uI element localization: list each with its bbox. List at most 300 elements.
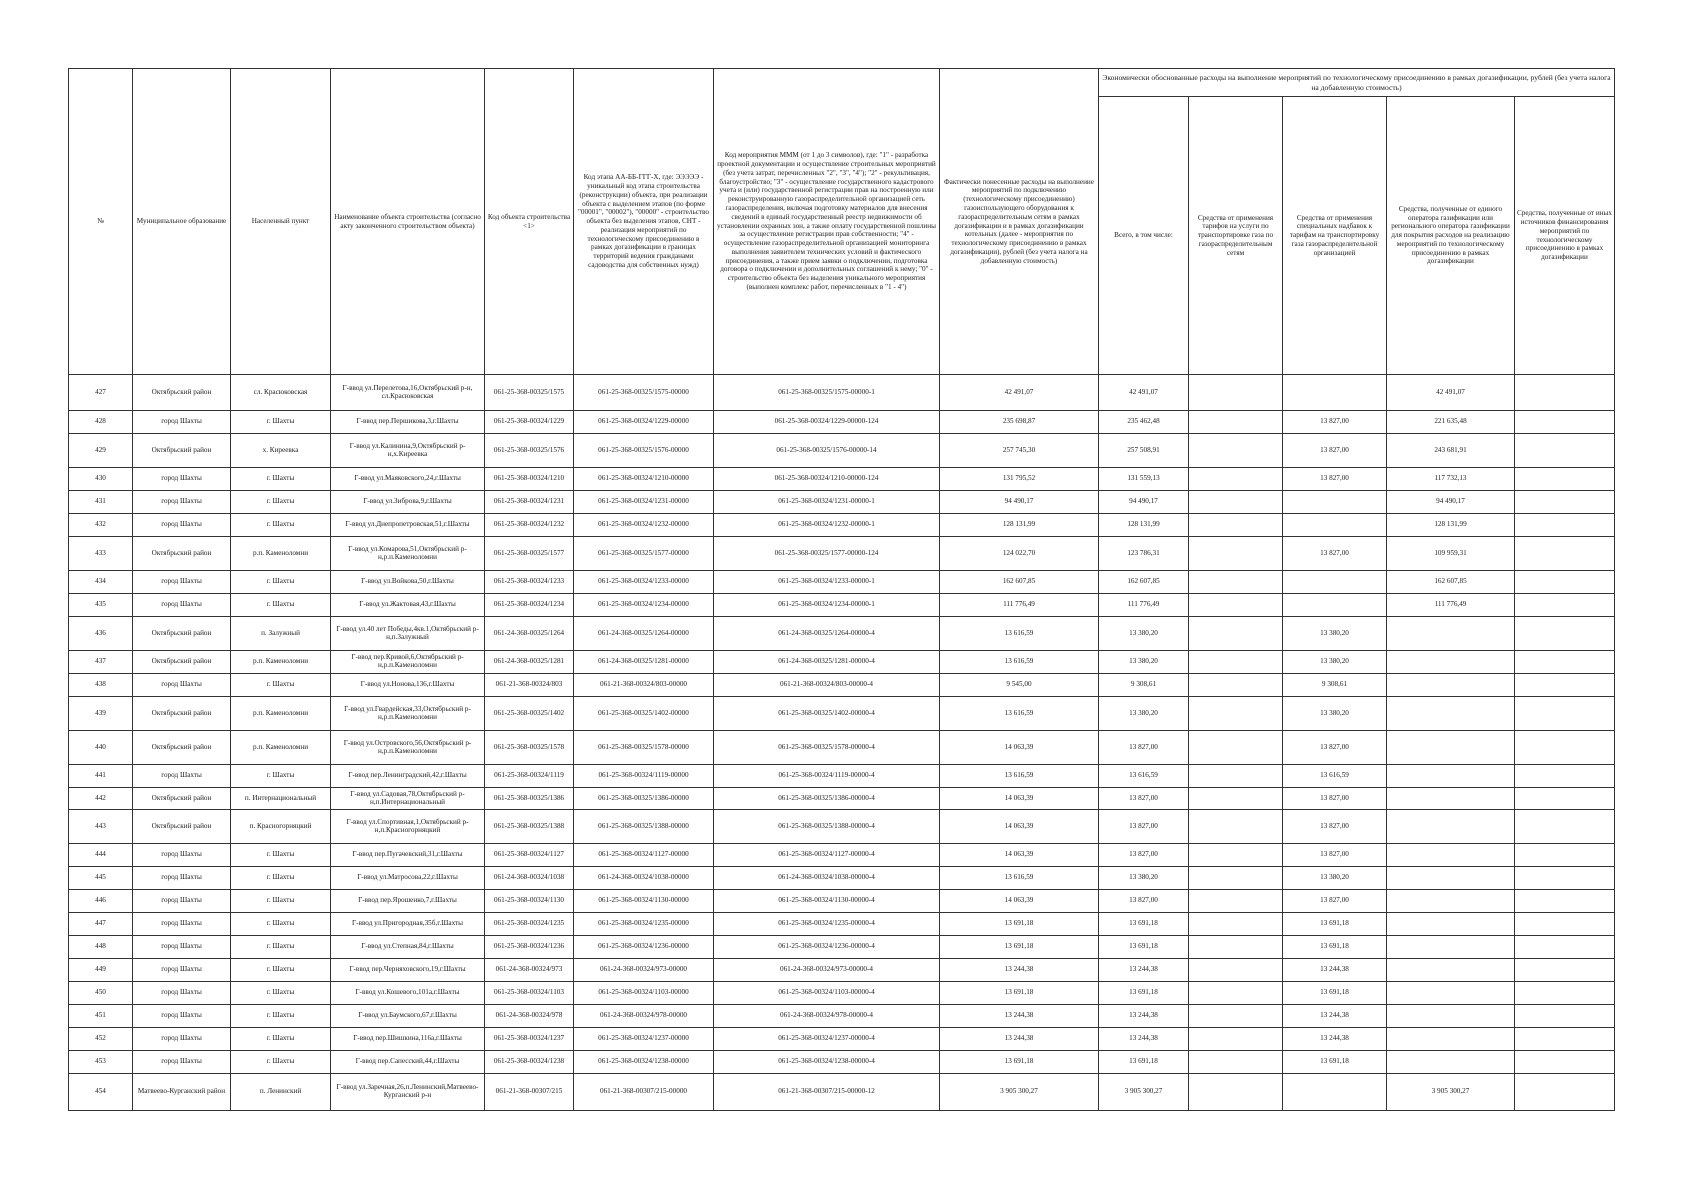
other-sources-cell <box>1515 491 1615 514</box>
row-number: 442 <box>69 788 133 810</box>
transport-tariffs-cell <box>1189 810 1283 844</box>
settlement-cell: р.п. Каменоломни <box>231 731 331 765</box>
settlement-cell: г. Шахты <box>231 514 331 537</box>
object-name-cell: Г-ввод пер.Шишкина,116а,г.Шахты <box>331 1028 485 1051</box>
measure-code-cell: 061-24-368-00325/1281-00000-4 <box>714 651 940 674</box>
operator-funds-cell: 3 905 300,27 <box>1387 1074 1515 1111</box>
object-code-cell: 061-24-368-00324/1038 <box>485 867 574 890</box>
measure-code-cell: 061-21-368-00324/803-00000-4 <box>714 674 940 697</box>
municipality-cell: город Шахты <box>133 491 231 514</box>
actual-costs-cell: 13 616,59 <box>940 617 1099 651</box>
stage-code-cell: 061-25-368-00324/1238-00000 <box>574 1051 714 1074</box>
table-row <box>69 1074 1615 1111</box>
operator-funds-cell: 243 681,91 <box>1387 434 1515 468</box>
row-number: 438 <box>69 674 133 697</box>
settlement-cell: г. Шахты <box>231 594 331 617</box>
measure-code-cell: 061-24-368-00324/978-00000-4 <box>714 1005 940 1028</box>
stage-code-cell: 061-25-368-00324/1236-00000 <box>574 936 714 959</box>
settlement-cell: г. Шахты <box>231 674 331 697</box>
object-code-cell: 061-24-368-00325/1264 <box>485 617 574 651</box>
actual-costs-cell: 13 244,38 <box>940 1005 1099 1028</box>
table-row <box>69 411 1615 434</box>
header-other-sources: Средства, полученные от иных источников финансирования мероприятий по технологическому присоединению в рамках догазификации <box>1515 97 1615 375</box>
stage-code-cell: 061-25-368-00324/1234-00000 <box>574 594 714 617</box>
municipality-cell: город Шахты <box>133 844 231 867</box>
object-code-cell: 061-25-368-00324/1235 <box>485 913 574 936</box>
object-code-cell: 061-25-368-00324/1231 <box>485 491 574 514</box>
object-code-cell: 061-25-368-00324/1229 <box>485 411 574 434</box>
table-row <box>69 468 1615 491</box>
transport-tariffs-cell <box>1189 1051 1283 1074</box>
operator-funds-cell: 94 490,17 <box>1387 491 1515 514</box>
municipality-cell: Октябрьский район <box>133 617 231 651</box>
row-number: 434 <box>69 571 133 594</box>
stage-code-cell: 061-24-368-00324/978-00000 <box>574 1005 714 1028</box>
settlement-cell: п. Залужный <box>231 617 331 651</box>
operator-funds-cell <box>1387 810 1515 844</box>
transport-tariffs-cell <box>1189 375 1283 411</box>
table-row <box>69 867 1615 890</box>
other-sources-cell <box>1515 810 1615 844</box>
measure-code-cell: 061-25-368-00324/1210-00000-124 <box>714 468 940 491</box>
special-surcharges-cell: 13 244,38 <box>1283 959 1387 982</box>
total-cell: 9 308,61 <box>1099 674 1189 697</box>
actual-costs-cell: 235 698,87 <box>940 411 1099 434</box>
measure-code-cell: 061-25-368-00325/1386-00000-4 <box>714 788 940 810</box>
row-number: 441 <box>69 765 133 788</box>
municipality-cell: город Шахты <box>133 1028 231 1051</box>
stage-code-cell: 061-25-368-00324/1119-00000 <box>574 765 714 788</box>
row-number: 427 <box>69 375 133 411</box>
stage-code-cell: 061-25-368-00324/1210-00000 <box>574 468 714 491</box>
actual-costs-cell: 14 063,39 <box>940 810 1099 844</box>
actual-costs-cell: 13 691,18 <box>940 913 1099 936</box>
object-name-cell: Г-ввод ул.Калинина,9,Октябрьский р-н,х.Киреевка <box>331 434 485 468</box>
total-cell: 128 131,99 <box>1099 514 1189 537</box>
row-number: 444 <box>69 844 133 867</box>
municipality-cell: город Шахты <box>133 594 231 617</box>
special-surcharges-cell: 13 827,00 <box>1283 537 1387 571</box>
measure-code-cell: 061-25-368-00325/1388-00000-4 <box>714 810 940 844</box>
municipality-cell: город Шахты <box>133 1051 231 1074</box>
special-surcharges-cell: 13 616,59 <box>1283 765 1387 788</box>
measure-code-cell: 061-25-368-00324/1236-00000-4 <box>714 936 940 959</box>
object-code-cell: 061-25-368-00324/1232 <box>485 514 574 537</box>
row-number: 437 <box>69 651 133 674</box>
object-code-cell: 061-25-368-00325/1402 <box>485 697 574 731</box>
object-code-cell: 061-25-368-00324/1233 <box>485 571 574 594</box>
special-surcharges-cell: 13 380,20 <box>1283 651 1387 674</box>
operator-funds-cell <box>1387 651 1515 674</box>
stage-code-cell: 061-25-368-00325/1386-00000 <box>574 788 714 810</box>
row-number: 449 <box>69 959 133 982</box>
table-row <box>69 375 1615 411</box>
operator-funds-cell <box>1387 890 1515 913</box>
other-sources-cell <box>1515 674 1615 697</box>
table-row <box>69 1005 1615 1028</box>
other-sources-cell <box>1515 959 1615 982</box>
measure-code-cell: 061-24-368-00324/973-00000-4 <box>714 959 940 982</box>
row-number: 453 <box>69 1051 133 1074</box>
row-number: 448 <box>69 936 133 959</box>
other-sources-cell <box>1515 1051 1615 1074</box>
report-table <box>68 68 1615 1111</box>
header-no: № <box>69 69 133 375</box>
stage-code-cell: 061-25-368-00325/1576-00000 <box>574 434 714 468</box>
actual-costs-cell: 111 776,49 <box>940 594 1099 617</box>
actual-costs-cell: 14 063,39 <box>940 731 1099 765</box>
municipality-cell: город Шахты <box>133 411 231 434</box>
municipality-cell: город Шахты <box>133 959 231 982</box>
special-surcharges-cell: 13 380,20 <box>1283 867 1387 890</box>
object-name-cell: Г-ввод ул.Зиброва,9,г.Шахты <box>331 491 485 514</box>
actual-costs-cell: 13 691,18 <box>940 982 1099 1005</box>
measure-code-cell: 061-25-368-00324/1103-00000-4 <box>714 982 940 1005</box>
header-stage-code: Код этапа АА-ББ-ГГГ-Х, где: ЭЭЭЭЭ - уникальный код этапа строительства (реконструкции) объекта, при реализации объекта с выделением этапов (по форме "00001", "00002"), "00000" - строительство объекта без выделения этапов, СНТ - реализация мероприятий по технологическому присоединению в рамках догазификации в границах территорий ведения гражданами садоводства для собственных нужд) <box>574 69 714 375</box>
object-code-cell: 061-25-368-00325/1388 <box>485 810 574 844</box>
row-number: 450 <box>69 982 133 1005</box>
other-sources-cell <box>1515 468 1615 491</box>
measure-code-cell: 061-25-368-00324/1127-00000-4 <box>714 844 940 867</box>
transport-tariffs-cell <box>1189 959 1283 982</box>
object-name-cell: Г-ввод пер.Першикова,3,г.Шахты <box>331 411 485 434</box>
special-surcharges-cell: 13 380,20 <box>1283 617 1387 651</box>
object-name-cell: Г-ввод пер.Кривой,6,Октябрьский р-н,р.п.Каменоломни <box>331 651 485 674</box>
stage-code-cell: 061-21-368-00307/215-00000 <box>574 1074 714 1111</box>
table-row <box>69 571 1615 594</box>
total-cell: 13 380,20 <box>1099 867 1189 890</box>
row-number: 432 <box>69 514 133 537</box>
operator-funds-cell <box>1387 959 1515 982</box>
object-name-cell: Г-ввод ул.Баумского,67,г.Шахты <box>331 1005 485 1028</box>
other-sources-cell <box>1515 731 1615 765</box>
actual-costs-cell: 13 616,59 <box>940 867 1099 890</box>
measure-code-cell: 061-25-368-00324/1238-00000-4 <box>714 1051 940 1074</box>
transport-tariffs-cell <box>1189 936 1283 959</box>
object-code-cell: 061-21-368-00324/803 <box>485 674 574 697</box>
measure-code-cell: 061-25-368-00324/1235-00000-4 <box>714 913 940 936</box>
total-cell: 235 462,48 <box>1099 411 1189 434</box>
municipality-cell: Октябрьский район <box>133 697 231 731</box>
table-row <box>69 537 1615 571</box>
total-cell: 257 508,91 <box>1099 434 1189 468</box>
row-number: 428 <box>69 411 133 434</box>
header-group-title: Экономически обоснованные расходы на выполнение мероприятий по технологическому присоединению в рамках догазификации, рублей (без учета налога на добавленную стоимость) <box>1099 69 1615 97</box>
total-cell: 42 491,07 <box>1099 375 1189 411</box>
transport-tariffs-cell <box>1189 651 1283 674</box>
object-name-cell: Г-ввод ул.Заречная,26,п.Ленинский,Матвеево-Курганский р-н <box>331 1074 485 1111</box>
measure-code-cell: 061-25-368-00324/1119-00000-4 <box>714 765 940 788</box>
actual-costs-cell: 3 905 300,27 <box>940 1074 1099 1111</box>
table-row <box>69 936 1615 959</box>
transport-tariffs-cell <box>1189 1028 1283 1051</box>
actual-costs-cell: 162 607,85 <box>940 571 1099 594</box>
object-code-cell: 061-25-368-00324/1119 <box>485 765 574 788</box>
header-operator-funds: Средства, полученные от единого оператора газификации или регионального оператора газификации для покрытия расходов на реализацию мероприятий по технологическому присоединению в рамках догазификации <box>1387 97 1515 375</box>
object-name-cell: Г-ввод ул.Кошевого,101а,г.Шахты <box>331 982 485 1005</box>
special-surcharges-cell <box>1283 571 1387 594</box>
measure-code-cell: 061-25-368-00324/1234-00000-1 <box>714 594 940 617</box>
settlement-cell: п. Красногорняцкий <box>231 810 331 844</box>
other-sources-cell <box>1515 844 1615 867</box>
settlement-cell: г. Шахты <box>231 468 331 491</box>
municipality-cell: город Шахты <box>133 468 231 491</box>
other-sources-cell <box>1515 1028 1615 1051</box>
actual-costs-cell: 13 616,59 <box>940 697 1099 731</box>
row-number: 451 <box>69 1005 133 1028</box>
measure-code-cell: 061-25-368-00324/1229-00000-124 <box>714 411 940 434</box>
object-name-cell: Г-ввод ул.Матросова,22,г.Шахты <box>331 867 485 890</box>
other-sources-cell <box>1515 1074 1615 1111</box>
table-row <box>69 594 1615 617</box>
special-surcharges-cell: 13 244,38 <box>1283 1028 1387 1051</box>
other-sources-cell <box>1515 514 1615 537</box>
row-number: 433 <box>69 537 133 571</box>
object-name-cell: Г-ввод пер.Сапесский,44,г.Шахты <box>331 1051 485 1074</box>
object-code-cell: 061-24-368-00324/978 <box>485 1005 574 1028</box>
object-name-cell: Г-ввод ул.Гвардейская,33,Октябрьский р-н,р.п.Каменоломни <box>331 697 485 731</box>
stage-code-cell: 061-25-368-00325/1578-00000 <box>574 731 714 765</box>
row-number: 443 <box>69 810 133 844</box>
stage-code-cell: 061-25-368-00325/1388-00000 <box>574 810 714 844</box>
special-surcharges-cell: 13 827,00 <box>1283 411 1387 434</box>
settlement-cell: г. Шахты <box>231 765 331 788</box>
operator-funds-cell <box>1387 982 1515 1005</box>
settlement-cell: г. Шахты <box>231 844 331 867</box>
header-actual-costs: Фактически понесенные расходы на выполнение мероприятий по подключению (технологическому присоединению) газоиспользующего оборудования к газораспределительным сетям в рамках догазификации и в рамках догазификации котельных (далее - мероприятия по технологическому присоединению в рамках догазификации), рублей (без учета налога на добавленную стоимость) <box>940 69 1099 375</box>
total-cell: 13 380,20 <box>1099 651 1189 674</box>
table-row <box>69 434 1615 468</box>
object-name-cell: Г-ввод ул.40 лет Победы,4кв.1,Октябрьский р-н,п.Залужный <box>331 617 485 651</box>
object-name-cell: Г-ввод ул.Островского,56,Октябрьский р-н,р.п.Каменоломни <box>331 731 485 765</box>
transport-tariffs-cell <box>1189 468 1283 491</box>
stage-code-cell: 061-25-368-00324/1229-00000 <box>574 411 714 434</box>
municipality-cell: город Шахты <box>133 571 231 594</box>
total-cell: 13 827,00 <box>1099 844 1189 867</box>
settlement-cell: р.п. Каменоломни <box>231 537 331 571</box>
header-total: Всего, в том числе: <box>1099 97 1189 375</box>
actual-costs-cell: 13 244,38 <box>940 959 1099 982</box>
special-surcharges-cell <box>1283 514 1387 537</box>
stage-code-cell: 061-24-368-00324/973-00000 <box>574 959 714 982</box>
special-surcharges-cell: 13 244,38 <box>1283 1005 1387 1028</box>
special-surcharges-cell: 13 691,18 <box>1283 936 1387 959</box>
table-row <box>69 810 1615 844</box>
transport-tariffs-cell <box>1189 982 1283 1005</box>
municipality-cell: город Шахты <box>133 674 231 697</box>
special-surcharges-cell <box>1283 375 1387 411</box>
transport-tariffs-cell <box>1189 788 1283 810</box>
transport-tariffs-cell <box>1189 491 1283 514</box>
table-row <box>69 959 1615 982</box>
table-row <box>69 1051 1615 1074</box>
operator-funds-cell <box>1387 913 1515 936</box>
operator-funds-cell: 128 131,99 <box>1387 514 1515 537</box>
object-code-cell: 061-25-368-00325/1577 <box>485 537 574 571</box>
row-number: 435 <box>69 594 133 617</box>
municipality-cell: Октябрьский район <box>133 651 231 674</box>
operator-funds-cell <box>1387 617 1515 651</box>
municipality-cell: город Шахты <box>133 1005 231 1028</box>
settlement-cell: р.п. Каменоломни <box>231 651 331 674</box>
actual-costs-cell: 13 691,18 <box>940 936 1099 959</box>
object-name-cell: Г-ввод ул.Днепропетровская,51,г.Шахты <box>331 514 485 537</box>
table-body <box>69 375 1615 1111</box>
operator-funds-cell <box>1387 697 1515 731</box>
object-code-cell: 061-24-368-00325/1281 <box>485 651 574 674</box>
stage-code-cell: 061-25-368-00324/1231-00000 <box>574 491 714 514</box>
stage-code-cell: 061-25-368-00324/1232-00000 <box>574 514 714 537</box>
total-cell: 13 244,38 <box>1099 1028 1189 1051</box>
settlement-cell: г. Шахты <box>231 936 331 959</box>
operator-funds-cell <box>1387 731 1515 765</box>
special-surcharges-cell: 13 691,18 <box>1283 913 1387 936</box>
transport-tariffs-cell <box>1189 913 1283 936</box>
special-surcharges-cell: 13 827,00 <box>1283 788 1387 810</box>
object-code-cell: 061-25-368-00325/1578 <box>485 731 574 765</box>
actual-costs-cell: 124 022,70 <box>940 537 1099 571</box>
other-sources-cell <box>1515 651 1615 674</box>
other-sources-cell <box>1515 375 1615 411</box>
municipality-cell: Матвеево-Курганский район <box>133 1074 231 1111</box>
stage-code-cell: 061-24-368-00325/1281-00000 <box>574 651 714 674</box>
transport-tariffs-cell <box>1189 697 1283 731</box>
transport-tariffs-cell <box>1189 434 1283 468</box>
object-code-cell: 061-25-368-00325/1576 <box>485 434 574 468</box>
stage-code-cell: 061-25-368-00325/1402-00000 <box>574 697 714 731</box>
total-cell: 13 380,20 <box>1099 617 1189 651</box>
settlement-cell: г. Шахты <box>231 571 331 594</box>
stage-code-cell: 061-25-368-00324/1237-00000 <box>574 1028 714 1051</box>
other-sources-cell <box>1515 434 1615 468</box>
object-code-cell: 061-25-368-00325/1386 <box>485 788 574 810</box>
stage-code-cell: 061-21-368-00324/803-00000 <box>574 674 714 697</box>
transport-tariffs-cell <box>1189 411 1283 434</box>
municipality-cell: город Шахты <box>133 936 231 959</box>
municipality-cell: Октябрьский район <box>133 788 231 810</box>
operator-funds-cell <box>1387 788 1515 810</box>
transport-tariffs-cell <box>1189 571 1283 594</box>
actual-costs-cell: 13 616,59 <box>940 765 1099 788</box>
operator-funds-cell: 162 607,85 <box>1387 571 1515 594</box>
object-name-cell: Г-ввод ул.Комарова,51,Октябрьский р-н,р.п.Каменоломни <box>331 537 485 571</box>
table-row <box>69 697 1615 731</box>
measure-code-cell: 061-25-368-00324/1237-00000-4 <box>714 1028 940 1051</box>
operator-funds-cell <box>1387 867 1515 890</box>
total-cell: 3 905 300,27 <box>1099 1074 1189 1111</box>
object-code-cell: 061-25-368-00324/1236 <box>485 936 574 959</box>
actual-costs-cell: 94 490,17 <box>940 491 1099 514</box>
header-object-name: Наименование объекта строительства (согласно акту законченного строительством объекта) <box>331 69 485 375</box>
settlement-cell: г. Шахты <box>231 913 331 936</box>
municipality-cell: Октябрьский район <box>133 434 231 468</box>
object-code-cell: 061-25-368-00324/1210 <box>485 468 574 491</box>
other-sources-cell <box>1515 697 1615 731</box>
table-row <box>69 651 1615 674</box>
special-surcharges-cell: 13 691,18 <box>1283 982 1387 1005</box>
total-cell: 13 380,20 <box>1099 697 1189 731</box>
table-row <box>69 788 1615 810</box>
other-sources-cell <box>1515 594 1615 617</box>
measure-code-cell: 061-24-368-00325/1264-00000-4 <box>714 617 940 651</box>
total-cell: 131 559,13 <box>1099 468 1189 491</box>
total-cell: 111 776,49 <box>1099 594 1189 617</box>
stage-code-cell: 061-25-368-00324/1233-00000 <box>574 571 714 594</box>
object-name-cell: Г-ввод ул.Пригородная,35б,г.Шахты <box>331 913 485 936</box>
settlement-cell: г. Шахты <box>231 491 331 514</box>
operator-funds-cell <box>1387 1028 1515 1051</box>
object-code-cell: 061-25-368-00324/1127 <box>485 844 574 867</box>
measure-code-cell: 061-25-368-00325/1576-00000-14 <box>714 434 940 468</box>
object-name-cell: Г-ввод пер.Черняховского,19,г.Шахты <box>331 959 485 982</box>
special-surcharges-cell: 13 827,00 <box>1283 890 1387 913</box>
measure-code-cell: 061-21-368-00307/215-00000-12 <box>714 1074 940 1111</box>
measure-code-cell: 061-25-368-00324/1232-00000-1 <box>714 514 940 537</box>
special-surcharges-cell: 13 827,00 <box>1283 810 1387 844</box>
operator-funds-cell: 221 635,48 <box>1387 411 1515 434</box>
table-row <box>69 913 1615 936</box>
table-row <box>69 890 1615 913</box>
total-cell: 13 691,18 <box>1099 936 1189 959</box>
operator-funds-cell <box>1387 765 1515 788</box>
transport-tariffs-cell <box>1189 844 1283 867</box>
object-code-cell: 061-25-368-00324/1130 <box>485 890 574 913</box>
measure-code-cell: 061-25-368-00325/1575-00000-1 <box>714 375 940 411</box>
stage-code-cell: 061-25-368-00324/1103-00000 <box>574 982 714 1005</box>
table-row <box>69 514 1615 537</box>
settlement-cell: сл. Красюковская <box>231 375 331 411</box>
special-surcharges-cell: 13 827,00 <box>1283 731 1387 765</box>
object-code-cell: 061-25-368-00324/1237 <box>485 1028 574 1051</box>
row-number: 436 <box>69 617 133 651</box>
operator-funds-cell: 111 776,49 <box>1387 594 1515 617</box>
transport-tariffs-cell <box>1189 867 1283 890</box>
object-name-cell: Г-ввод ул.Спортивная,1,Октябрьский р-н,п.Красногорняцкий <box>331 810 485 844</box>
table-row <box>69 844 1615 867</box>
special-surcharges-cell: 13 827,00 <box>1283 844 1387 867</box>
operator-funds-cell <box>1387 1005 1515 1028</box>
municipality-cell: город Шахты <box>133 890 231 913</box>
transport-tariffs-cell <box>1189 514 1283 537</box>
row-number: 447 <box>69 913 133 936</box>
total-cell: 13 827,00 <box>1099 890 1189 913</box>
other-sources-cell <box>1515 537 1615 571</box>
operator-funds-cell: 117 732,13 <box>1387 468 1515 491</box>
other-sources-cell <box>1515 1005 1615 1028</box>
object-code-cell: 061-25-368-00324/1238 <box>485 1051 574 1074</box>
total-cell: 94 490,17 <box>1099 491 1189 514</box>
settlement-cell: х. Киреевка <box>231 434 331 468</box>
special-surcharges-cell: 13 380,20 <box>1283 697 1387 731</box>
settlement-cell: г. Шахты <box>231 1005 331 1028</box>
row-number: 454 <box>69 1074 133 1111</box>
special-surcharges-cell: 9 308,61 <box>1283 674 1387 697</box>
object-name-cell: Г-ввод ул.Перелетова,16,Октябрьский р-н, сл.Красюковская <box>331 375 485 411</box>
object-name-cell: Г-ввод ул.Нонова,136,г.Шахты <box>331 674 485 697</box>
stage-code-cell: 061-25-368-00324/1235-00000 <box>574 913 714 936</box>
row-number: 439 <box>69 697 133 731</box>
header-settlement: Населенный пункт <box>231 69 331 375</box>
settlement-cell: г. Шахты <box>231 1051 331 1074</box>
municipality-cell: город Шахты <box>133 982 231 1005</box>
object-name-cell: Г-ввод ул.Маяковского,24,г.Шахты <box>331 468 485 491</box>
object-code-cell: 061-21-368-00307/215 <box>485 1074 574 1111</box>
object-name-cell: Г-ввод ул.Жактовая,43,г.Шахты <box>331 594 485 617</box>
total-cell: 13 244,38 <box>1099 1005 1189 1028</box>
special-surcharges-cell <box>1283 594 1387 617</box>
actual-costs-cell: 128 131,99 <box>940 514 1099 537</box>
stage-code-cell: 061-25-368-00324/1127-00000 <box>574 844 714 867</box>
